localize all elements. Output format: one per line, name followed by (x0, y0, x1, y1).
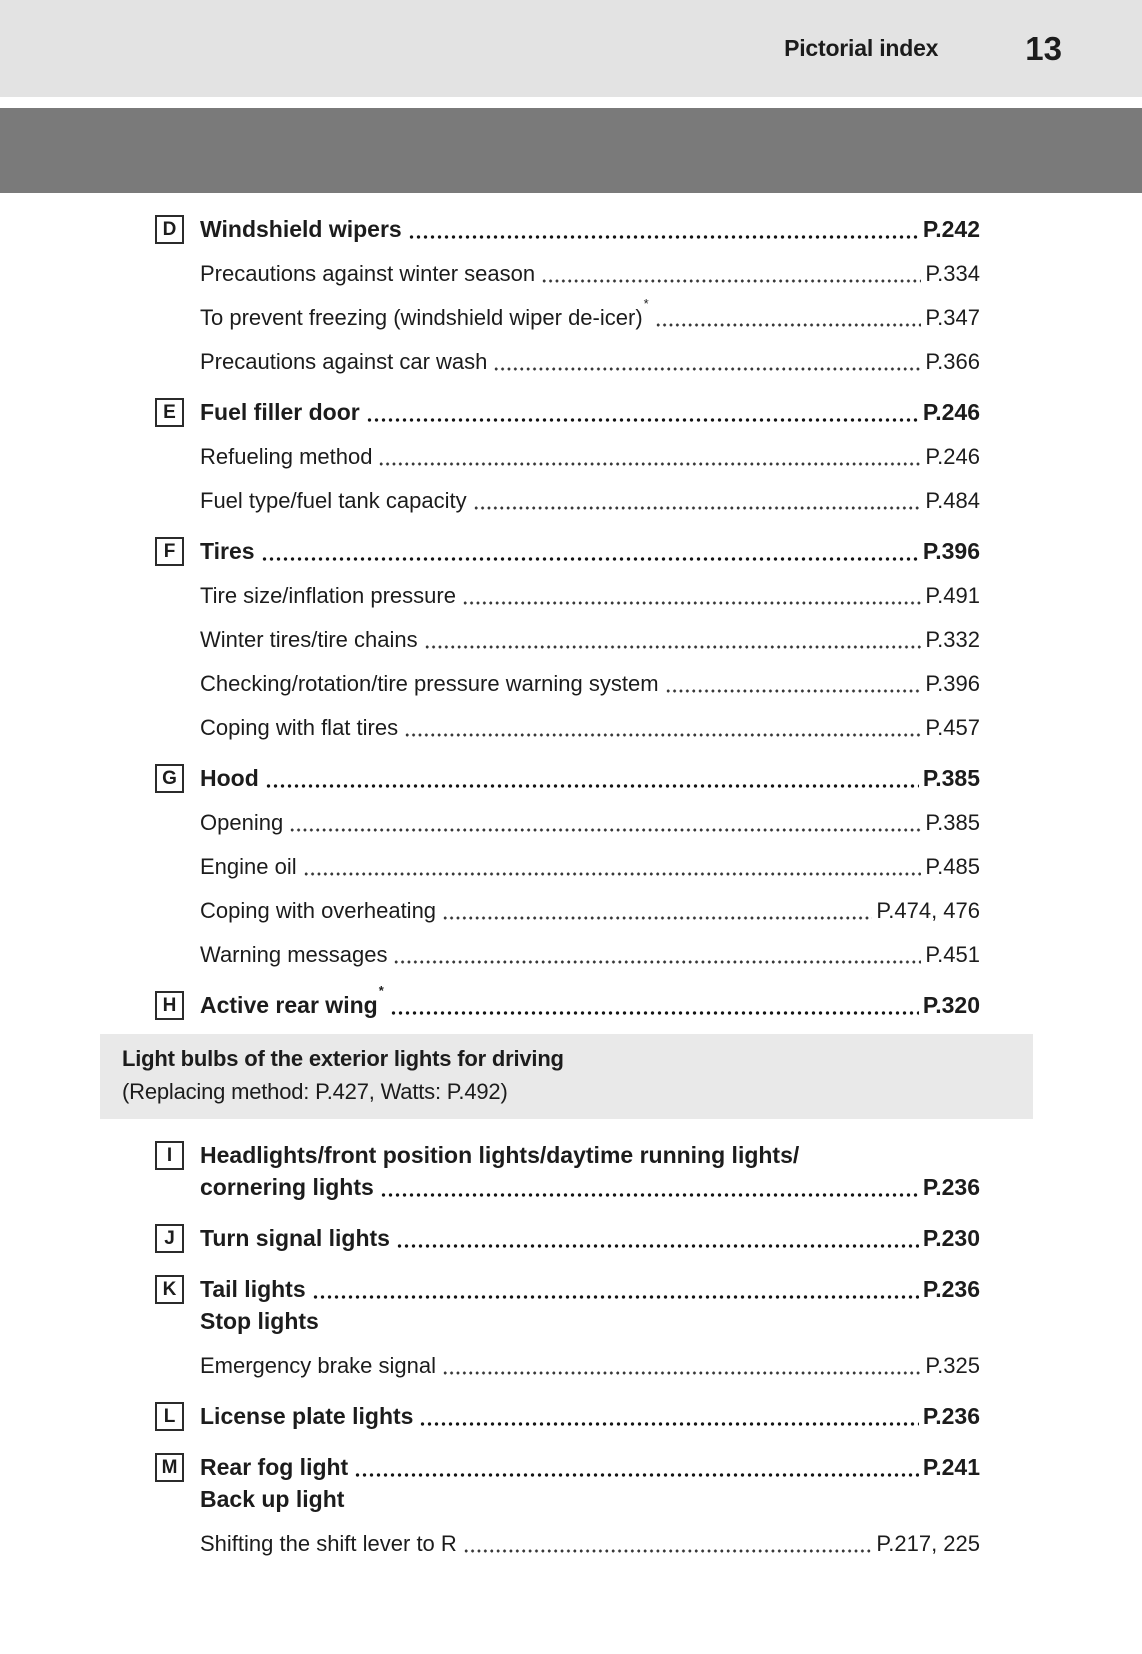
section-letter-badge: M (155, 1453, 184, 1482)
entry-label: Tire size/inflation pressure (200, 583, 456, 608)
page-reference: P.241 (922, 1454, 980, 1480)
toc-entry (155, 983, 980, 1020)
page-reference: P.385 (925, 810, 980, 835)
toc-entry (155, 215, 980, 244)
toc-row (155, 1224, 980, 1253)
dot-leader (442, 916, 872, 920)
header-gap (0, 97, 1142, 108)
dot-leader (462, 601, 921, 605)
header-section-title: Pictorial index (784, 35, 939, 61)
page-reference: P.217, 225 (876, 1531, 980, 1556)
toc-row (155, 581, 980, 610)
toc-row (155, 1402, 980, 1431)
entry-label: Hood (200, 765, 259, 791)
toc-subentry (155, 625, 980, 654)
footnote-asterisk: * (643, 295, 649, 311)
toc-row (155, 1307, 980, 1336)
section-letter-badge: E (155, 398, 184, 427)
page-reference: P.396 (925, 671, 980, 696)
note-subtitle: (Replacing method: P.427, Watts: P.492) (122, 1079, 508, 1104)
toc-row (155, 852, 980, 881)
dot-leader (303, 872, 922, 876)
toc-subentry (155, 259, 980, 288)
page-reference: P.385 (922, 765, 980, 791)
entry-label: Warning messages (200, 942, 388, 967)
page-reference: P.396 (922, 538, 980, 564)
toc-row (155, 625, 980, 654)
section-letter-badge: D (155, 215, 184, 244)
page-reference: P.491 (925, 583, 980, 608)
page-reference: P.484 (925, 488, 980, 513)
dot-leader (289, 828, 921, 832)
page-reference: P.451 (925, 942, 980, 967)
entry-label: Rear fog light (200, 1454, 349, 1480)
page-reference: P.366 (925, 349, 980, 374)
dot-leader (354, 1473, 919, 1477)
section-letter-badge: I (155, 1141, 184, 1170)
toc-entry (155, 398, 980, 427)
toc-row (155, 442, 980, 471)
toc-row (155, 1141, 980, 1170)
entry-label: Fuel type/fuel tank capacity (200, 488, 467, 513)
toc-row (155, 713, 980, 742)
toc-row (155, 764, 980, 793)
entry-label: Coping with flat tires (200, 715, 399, 740)
entry-label: Emergency brake signal (200, 1353, 437, 1378)
page-reference: P.485 (925, 854, 980, 879)
dot-leader (393, 960, 921, 964)
entry-label: Opening (200, 810, 284, 835)
page-reference: P.332 (925, 627, 980, 652)
pictorial-index-list (122, 215, 980, 1558)
toc-row (155, 295, 980, 332)
toc-subentry (155, 581, 980, 610)
page-reference: P.236 (922, 1403, 980, 1429)
entry-label: Stop lights (200, 1308, 319, 1334)
dot-leader (408, 235, 919, 239)
entry-label: cornering lights (200, 1174, 374, 1200)
toc-row (155, 347, 980, 376)
toc-row (155, 1453, 980, 1482)
toc-entry (155, 1141, 980, 1202)
toc-subentry (155, 295, 980, 332)
toc-row (155, 259, 980, 288)
entry-label: Winter tires/tire chains (200, 627, 418, 652)
page-reference: P.246 (925, 444, 980, 469)
entry-label: Active rear wing* (200, 983, 384, 1018)
dot-leader (378, 462, 921, 466)
entry-label: Refueling method (200, 444, 373, 469)
dot-leader (463, 1549, 873, 1553)
dot-leader (419, 1422, 918, 1426)
dot-leader (366, 418, 919, 422)
toc-row (155, 1351, 980, 1380)
note-title: Light bulbs of the exterior lights for driving (122, 1046, 564, 1071)
page-reference: P.236 (922, 1276, 980, 1302)
dot-leader (380, 1193, 919, 1197)
dot-leader (261, 557, 919, 561)
dot-leader (390, 1011, 919, 1015)
dot-leader (473, 506, 922, 510)
toc-entry (155, 1275, 980, 1336)
toc-row (155, 1173, 980, 1202)
section-letter-badge: H (155, 991, 184, 1020)
toc-subentry (155, 486, 980, 515)
dot-leader (396, 1244, 919, 1248)
entry-label: Precautions against car wash (200, 349, 488, 374)
dot-leader (493, 367, 921, 371)
entry-label: Windshield wipers (200, 216, 402, 242)
page-reference: P.230 (922, 1225, 980, 1251)
dot-leader (541, 279, 921, 283)
toc-entry (155, 1224, 980, 1253)
toc-row (155, 808, 980, 837)
section-letter-badge: K (155, 1275, 184, 1304)
section-letter-badge: J (155, 1224, 184, 1253)
toc-row (155, 896, 980, 925)
page-reference: P.457 (925, 715, 980, 740)
toc-subentry (155, 852, 980, 881)
dot-leader (442, 1371, 921, 1375)
page-reference: P.325 (925, 1353, 980, 1378)
toc-row (155, 537, 980, 566)
toc-entry (155, 537, 980, 566)
toc-row (155, 398, 980, 427)
toc-subentry (155, 442, 980, 471)
page-reference: P.474, 476 (876, 898, 980, 923)
page-reference: P.236 (922, 1174, 980, 1200)
footnote-asterisk: * (378, 983, 384, 999)
section-banner (0, 108, 1142, 193)
entry-label: Back up light (200, 1486, 345, 1512)
lightbulb-note-box (100, 1034, 1033, 1119)
toc-subentry (155, 347, 980, 376)
toc-row (155, 215, 980, 244)
toc-subentry (155, 1529, 980, 1558)
dot-leader (312, 1295, 919, 1299)
dot-leader (665, 689, 922, 693)
toc-row (155, 940, 980, 969)
toc-row (155, 486, 980, 515)
toc-row (155, 983, 980, 1020)
header-page-number: 13 (1025, 29, 1062, 67)
toc-row (155, 1485, 980, 1514)
entry-label: Tail lights (200, 1276, 306, 1302)
toc-entry (155, 764, 980, 793)
entry-label: Coping with overheating (200, 898, 437, 923)
page-header (0, 0, 1142, 97)
entry-label: Checking/rotation/tire pressure warning system (200, 671, 659, 696)
page-reference: P.334 (925, 261, 980, 286)
dot-leader (424, 645, 922, 649)
toc-row (155, 1275, 980, 1304)
section-letter-badge: L (155, 1402, 184, 1431)
entry-label: Tires (200, 538, 255, 564)
section-letter-badge: G (155, 764, 184, 793)
entry-label: Turn signal lights (200, 1225, 390, 1251)
page-reference: P.347 (925, 305, 980, 330)
page-reference: P.320 (922, 992, 980, 1018)
toc-entry (155, 1402, 980, 1431)
toc-subentry (155, 669, 980, 698)
toc-row (155, 669, 980, 698)
page-reference: P.246 (922, 399, 980, 425)
entry-label: Headlights/front position lights/daytime running lights/ (200, 1142, 800, 1168)
dot-leader (265, 784, 919, 788)
dot-leader (655, 323, 922, 327)
entry-label: License plate lights (200, 1403, 414, 1429)
toc-subentry (155, 940, 980, 969)
toc-subentry (155, 1351, 980, 1380)
dot-leader (404, 733, 921, 737)
page-reference: P.242 (922, 216, 980, 242)
entry-label: Shifting the shift lever to R (200, 1531, 457, 1556)
toc-subentry (155, 713, 980, 742)
entry-label: Engine oil (200, 854, 297, 879)
entry-label: Precautions against winter season (200, 261, 536, 286)
toc-entry (155, 1453, 980, 1514)
toc-subentry (155, 808, 980, 837)
section-letter-badge: F (155, 537, 184, 566)
toc-subentry (155, 896, 980, 925)
entry-label: Fuel filler door (200, 399, 360, 425)
toc-row (155, 1529, 980, 1558)
entry-label: To prevent freezing (windshield wiper de-icer)* (200, 295, 649, 330)
